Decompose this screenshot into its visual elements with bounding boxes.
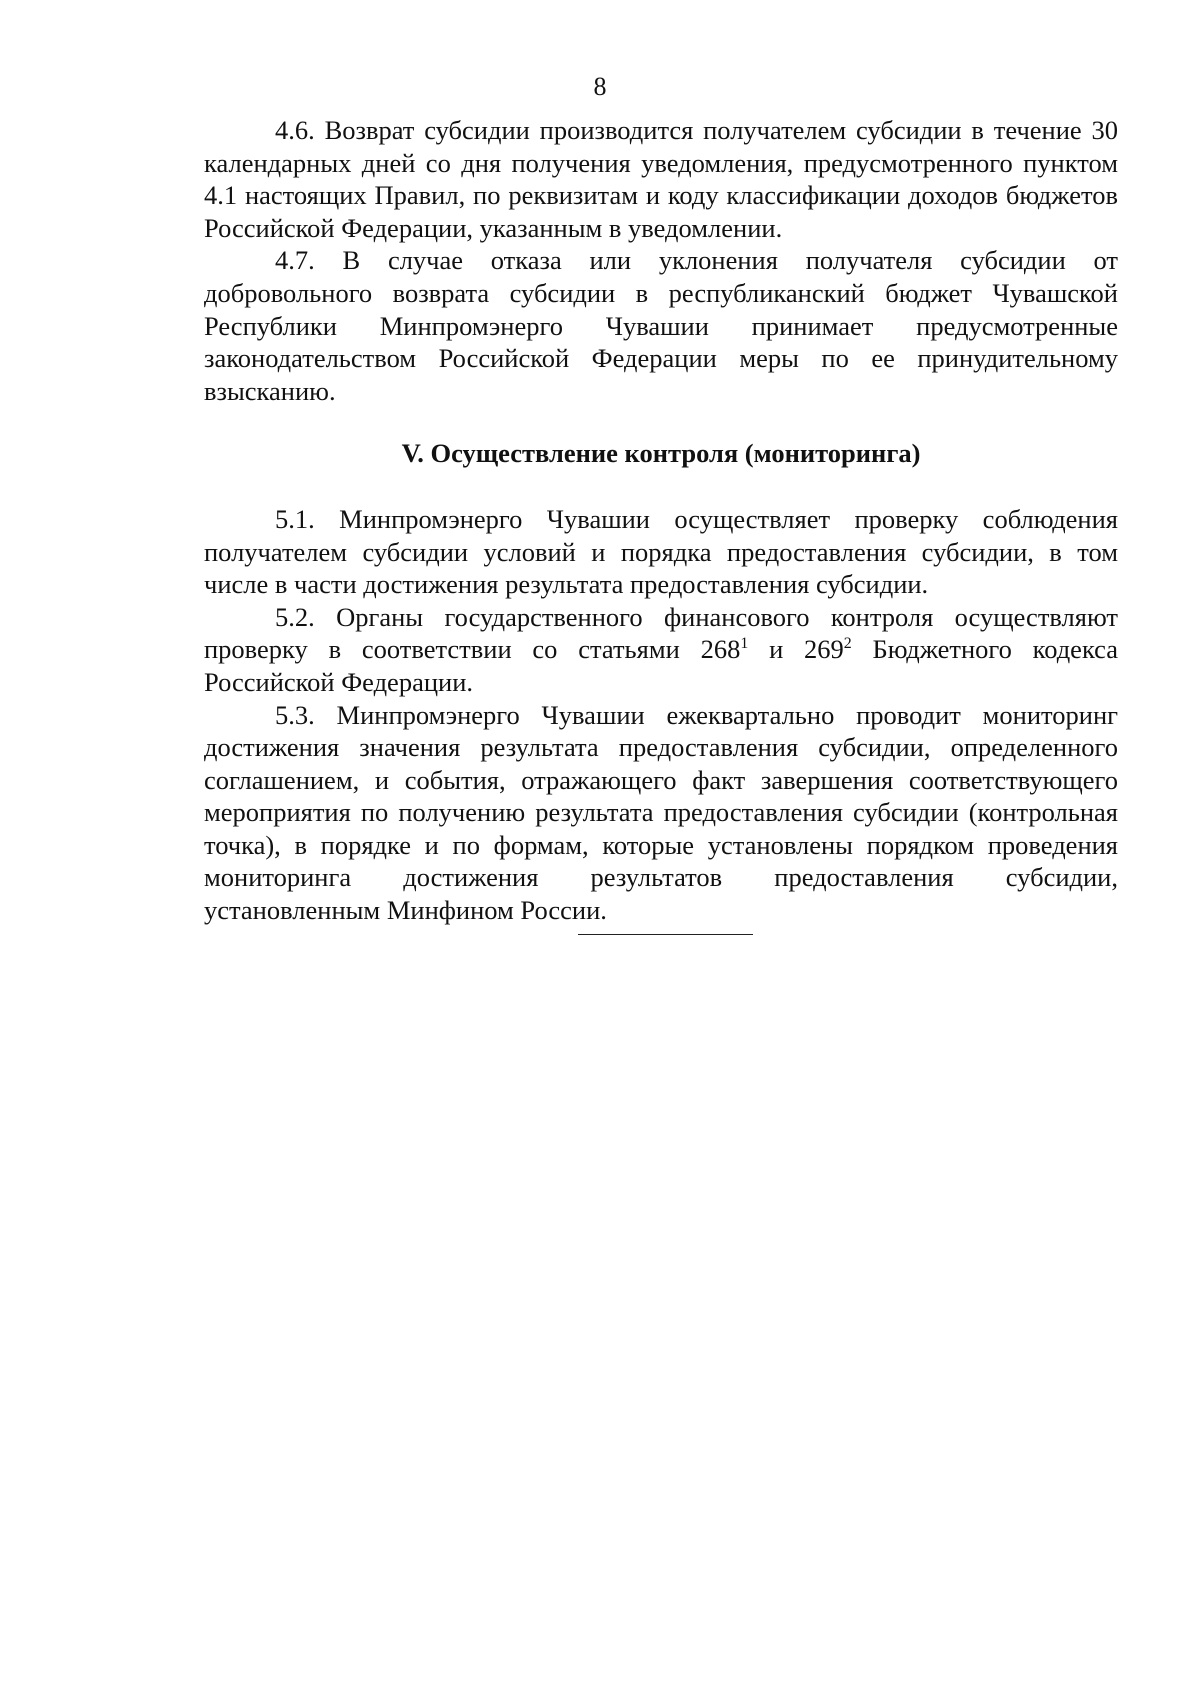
section-heading-v: V. Осуществление контроля (мониторинга) [401,438,921,469]
article-269-superscript: 2 [843,635,852,653]
paragraph-5-2-text-2: и 269 [748,634,844,665]
paragraph-4-6: 4.6. Возврат субсидии производится получателем субсидии в течение 30 календарных дней со дня получения уведомления, предусмотренного пунктом 4.1 настоящих Правил, по реквизитам и коду классификации доходов бюджетов Российской Федерации, указанным в уведомлении. [204,115,1118,243]
paragraph-5-1: 5.1. Минпромэнерго Чувашии осуществляет проверку соблюдения получателем субсидии условий и порядка предоставления субсидии, в том числе в части достижения результата предоставления субсидии. [204,503,1118,600]
article-268-superscript: 1 [740,635,749,653]
paragraph-5-3: 5.3. Минпромэнерго Чувашии ежеквартально проводит мониторинг достижения значения результата предоставления субсидии, определенного соглашением, и события, отражающего факт завершения соответствующего мероприятия по получению результата предоставления субсидии (контрольная точка), в порядке и по формам, которые установлены порядком проведения мониторинга достижения результатов предоставления субсидии, установленным Минфином России. [204,699,1118,926]
end-separator-line [578,934,753,935]
document-body [204,114,1118,927]
paragraph-5-2-text-1: 5.2. Органы государственного финансового контроля осуществляют проверку в соответствии со статьями 268 [204,601,1118,665]
paragraph-5-2-text-3: Бюджетного кодекса Российской Федерации. [204,634,1119,697]
paragraph-4-7: 4.7. В случае отказа или уклонения получателя субсидии от добровольного возврата субсидии в республиканский бюджет Чувашской Республики Минпромэнерго Чувашии принимает предусмотренные законодательством Российской Федерации меры по ее принудительному взысканию. [204,245,1118,406]
page-number: 8 [593,72,607,101]
paragraph-5-2 [204,601,1118,699]
